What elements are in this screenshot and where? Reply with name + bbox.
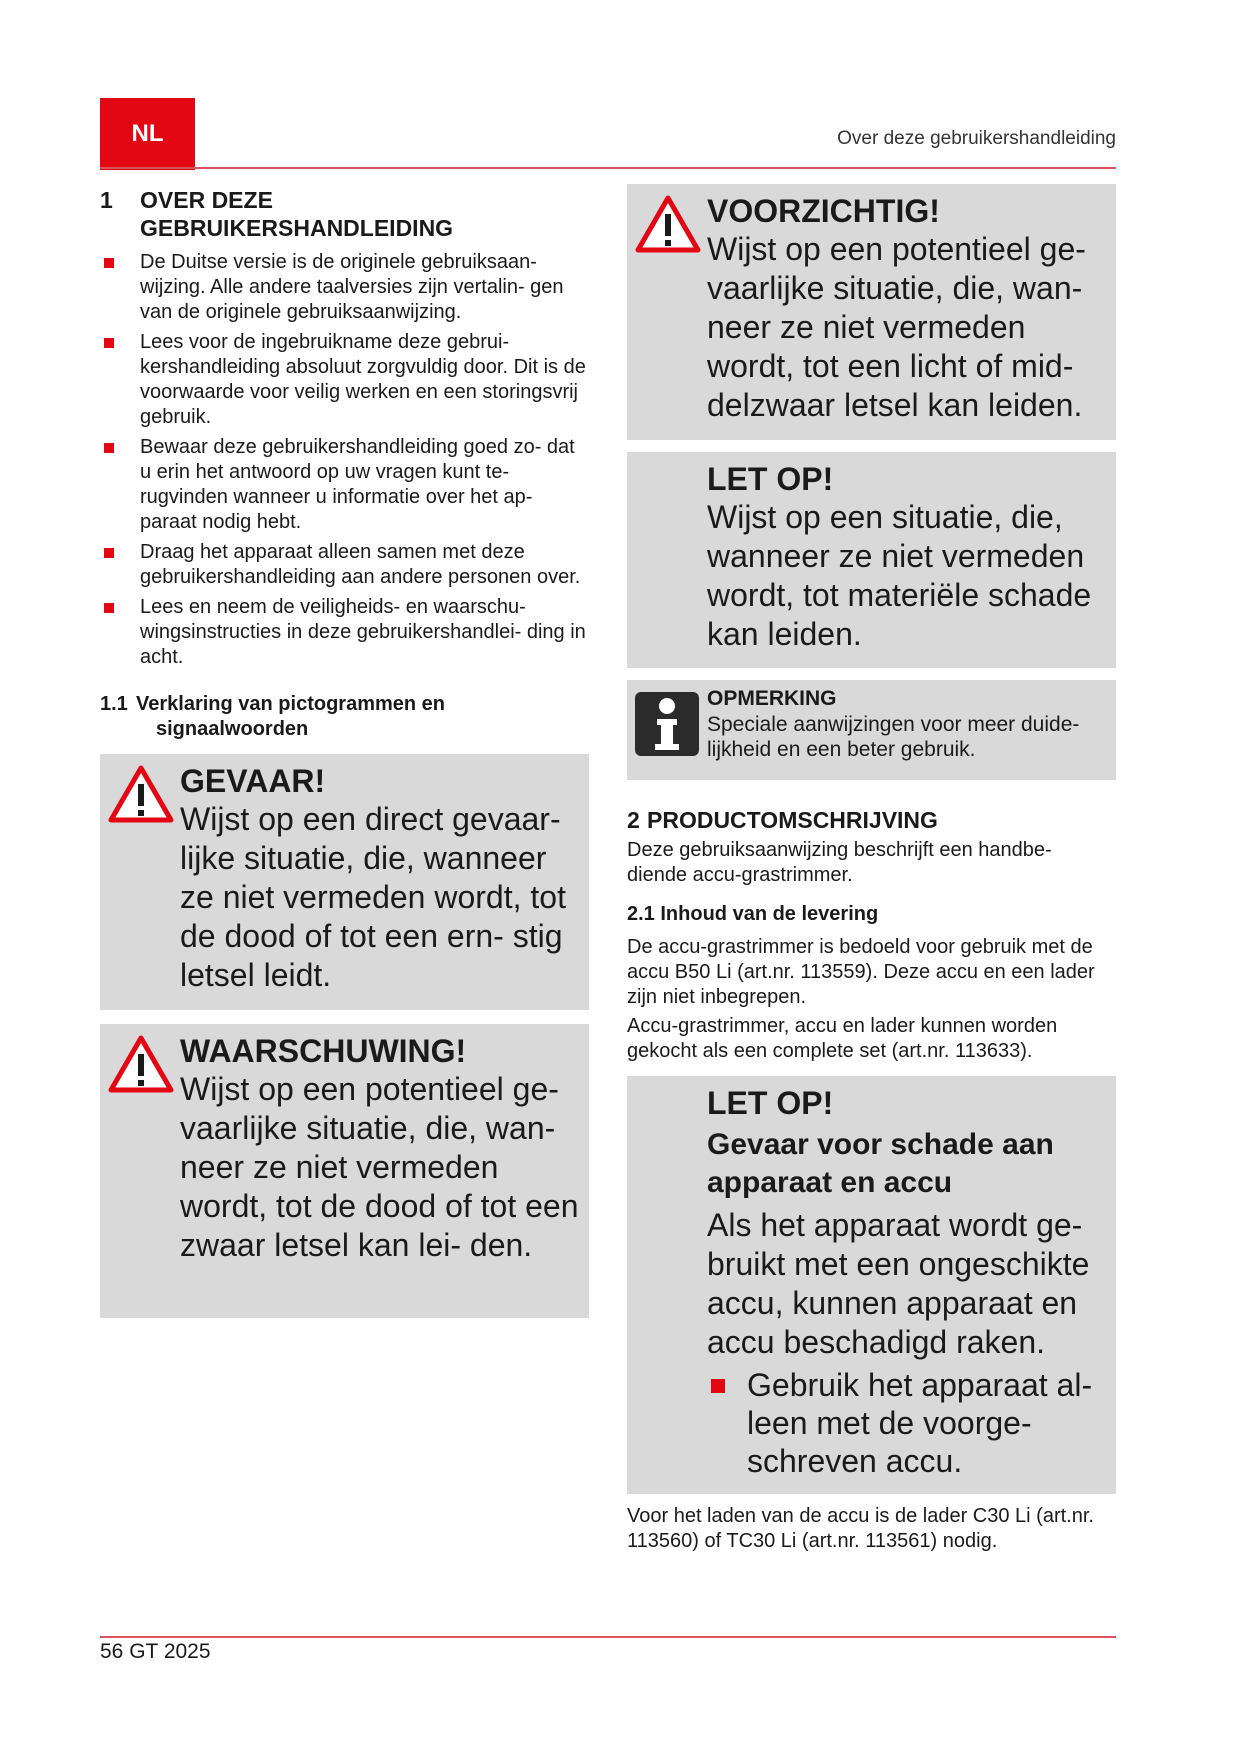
section-2-heading <box>627 806 1116 834</box>
signal-word: LET OP! <box>707 1085 834 1121</box>
signal-word: OPMERKING <box>707 687 837 710</box>
box-text: Wijst op een potentieel ge- vaarlijke situatie, die, wan- neer ze niet vermeden wordt, tot een licht of mid- delzwaar letsel kan leiden. <box>707 231 1086 423</box>
warning-box <box>100 1024 589 1318</box>
signal-word: GEVAAR! <box>180 763 326 799</box>
box-subheading: Gevaar voor schade aan apparaat en accu <box>707 1128 1054 1199</box>
running-header-title: Over deze gebruikershandleiding <box>837 128 1116 149</box>
language-tab <box>100 98 195 170</box>
section-number: 1 <box>100 187 113 213</box>
list-item: Draag het apparaat alleen samen met deze gebruikershandleiding aan andere personen over. <box>100 540 589 590</box>
list-item: Lees voor de ingebruikname deze gebrui- kershandleiding absoluut zorgvuldig door. Dit is de voorwaarde voor veilig werken en een storingsvrij gebruik. <box>100 330 589 430</box>
list-item: Bewaar deze gebruikershandleiding goed zo- dat u erin het antwoord op uw vragen kunt te- rugvinden wanneer u informatie over het ap- paraat nodig hebt. <box>100 435 589 535</box>
notice-box-damage <box>627 1076 1116 1494</box>
info-icon <box>635 692 699 756</box>
right-column <box>627 184 1116 1554</box>
caution-box <box>627 184 1116 440</box>
box-text: Wijst op een potentieel ge- vaarlijke situatie, die, wan- neer ze niet vermeden wordt, tot de dood of tot een zwaar letsel kan lei- den. <box>180 1071 579 1263</box>
danger-box <box>100 754 589 1010</box>
page-number: 56 <box>100 1640 124 1663</box>
box-text: Wijst op een situatie, die, wanneer ze niet vermeden wordt, tot materiële schade kan leiden. <box>707 499 1092 652</box>
box-text: Speciale aanwijzingen voor meer duide- lijkheid en een beter gebruik. <box>707 713 1080 761</box>
box-bullet-list <box>707 1366 1108 1480</box>
section-title-line1: Verklaring van pictogrammen en <box>136 693 445 715</box>
section-number: 2 <box>627 807 640 833</box>
section-1-1-heading <box>100 692 589 742</box>
section-number: 2.1 <box>627 903 655 925</box>
section-1-heading <box>100 186 589 242</box>
list-item: Lees en neem de veiligheids- en waarschu- wingsinstructies in deze gebruikershandlei- ding in acht. <box>100 595 589 670</box>
section-2-text: Deze gebruiksaanwijzing beschrijft een handbe- diende accu-grastrimmer. <box>627 839 1052 886</box>
box-text: Wijst op een direct gevaar- lijke situatie, die, wanneer ze niet vermeden wordt, tot de dood of tot een ern- stig letsel leidt. <box>180 801 566 993</box>
section-1-bullet-list <box>100 250 589 670</box>
signal-word: VOORZICHTIG! <box>707 193 940 229</box>
section-number: 1.1 <box>100 693 128 715</box>
document-code: GT 2025 <box>129 1640 211 1663</box>
list-item: Gebruik het apparaat al- leen met de voorge- schreven accu. <box>707 1366 1108 1480</box>
section-title-line1: OVER DEZE <box>140 187 273 213</box>
footer <box>100 1640 211 1664</box>
section-title-line2: GEBRUIKERSHANDLEIDING <box>140 215 454 241</box>
section-2-1-heading <box>627 902 1116 927</box>
notice-box <box>627 452 1116 668</box>
left-column <box>100 186 589 1318</box>
warning-triangle-icon <box>108 1034 174 1094</box>
box-text: Als het apparaat wordt ge- bruikt met een ongeschikte accu, kunnen apparaat en accu beschadigd raken. <box>707 1207 1090 1360</box>
language-code: NL <box>131 120 164 147</box>
list-item: De Duitse versie is de originele gebruiksaan- wijzing. Alle andere taalversies zijn vertalin- gen van de originele gebruiksaanwijzing. <box>100 250 589 325</box>
note-box <box>627 680 1116 780</box>
paragraph: De accu-grastrimmer is bedoeld voor gebruik met de accu B50 Li (art.nr. 113559). Deze accu en een lader zijn niet inbegrepen. <box>627 936 1095 1008</box>
signal-word: LET OP! <box>707 461 834 497</box>
section-title: Inhoud van de levering <box>660 903 879 925</box>
signal-word: WAARSCHUWING! <box>180 1033 467 1069</box>
footer-divider <box>100 1636 1116 1638</box>
section-title-line2: signaalwoorden <box>156 718 309 740</box>
section-title: PRODUCTOMSCHRIJVING <box>647 807 938 833</box>
paragraph: Voor het laden van de accu is de lader C30 Li (art.nr. 113560) of TC30 Li (art.nr. 113561) nodig. <box>627 1505 1094 1552</box>
paragraph: Accu-grastrimmer, accu en lader kunnen worden gekocht als een complete set (art.nr. 113633). <box>627 1015 1058 1062</box>
warning-triangle-icon <box>108 764 174 824</box>
warning-triangle-icon <box>635 194 701 254</box>
header-divider <box>100 167 1116 169</box>
